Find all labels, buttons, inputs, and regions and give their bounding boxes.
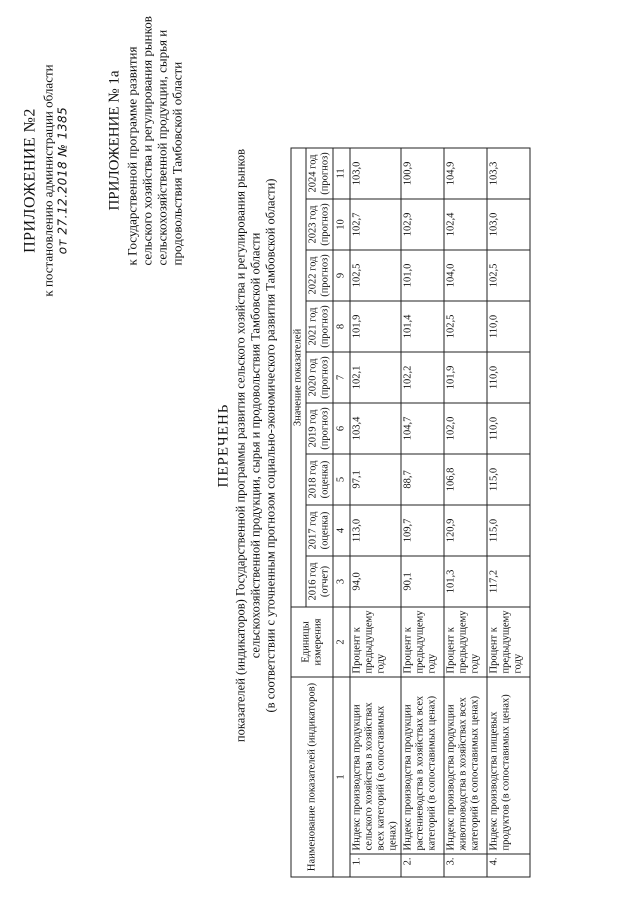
document-heading: ПЕРЕЧЕНЬ <box>215 403 231 487</box>
document-title-block <box>213 45 278 845</box>
column-index: 8 <box>333 300 350 351</box>
value-cell: 103,4 <box>350 402 401 453</box>
row-number: 1. <box>350 854 401 877</box>
value-cell: 115,0 <box>487 504 530 555</box>
table-row <box>487 147 530 876</box>
appendix-1a-block <box>105 15 184 265</box>
table-row <box>350 147 401 876</box>
appendix-1a-line: сельского хозяйства и регулирования рынков <box>139 15 154 265</box>
value-cell: 101,3 <box>444 555 487 606</box>
indicator-unit: Процент к предыдущему году <box>444 606 487 676</box>
indicators-table <box>290 147 530 877</box>
appendix-2-line: к постановлению администрации области <box>40 63 55 297</box>
appendix-1a-title: ПРИЛОЖЕНИЕ № 1а <box>106 69 122 211</box>
value-cell: 110,0 <box>487 300 530 351</box>
header-year: 2024 год (прогноз) <box>306 147 333 198</box>
header-indicator-name: Наименование показателей (индикаторов) <box>291 677 333 877</box>
appendix-2-block <box>20 55 70 305</box>
column-index: 3 <box>333 555 350 606</box>
column-index: 7 <box>333 351 350 402</box>
column-index: 1 <box>333 677 350 877</box>
column-index: 10 <box>333 198 350 249</box>
appendix-1a-line: сельскохозяйственной продукции, сырья и <box>154 29 169 265</box>
value-cell: 101,4 <box>401 300 444 351</box>
table-row <box>401 147 444 876</box>
appendix-1a-line: к Государственной программе развития <box>124 46 139 265</box>
value-cell: 102,4 <box>444 198 487 249</box>
value-cell: 101,9 <box>350 300 401 351</box>
value-cell: 100,9 <box>401 147 444 198</box>
value-cell: 102,5 <box>350 249 401 300</box>
value-cell: 113,0 <box>350 504 401 555</box>
column-index: 5 <box>333 453 350 504</box>
value-cell: 102,1 <box>350 351 401 402</box>
document-title-line: (в соответствии с уточненным прогнозом социально-экономического развития Тамбовской области) <box>263 178 277 712</box>
value-cell: 117,2 <box>487 555 530 606</box>
indicator-unit: Процент к предыдущему году <box>401 606 444 676</box>
column-index: 9 <box>333 249 350 300</box>
indicator-name: Индекс производства продукции животноводства в хозяйствах всех категорий (в сопоставимых ценах) <box>444 677 487 854</box>
value-cell: 102,2 <box>401 351 444 402</box>
value-cell: 94,0 <box>350 555 401 606</box>
column-index: 2 <box>333 606 350 676</box>
value-cell: 104,7 <box>401 402 444 453</box>
appendix-1a-line: продовольствия Тамбовской области <box>169 61 184 265</box>
value-cell: 90,1 <box>401 555 444 606</box>
value-cell: 101,0 <box>401 249 444 300</box>
value-cell: 101,9 <box>444 351 487 402</box>
table-header-row <box>291 147 306 876</box>
header-unit: Единицы измерения <box>291 606 333 676</box>
value-cell: 97,1 <box>350 453 401 504</box>
header-year: 2016 год (отчет) <box>306 555 333 606</box>
value-cell: 103,3 <box>487 147 530 198</box>
value-cell: 104,9 <box>444 147 487 198</box>
indicator-name: Индекс производства продукции сельского хозяйства в хозяйствах всех категорий (в сопоставимых ценах) <box>350 677 401 854</box>
value-cell: 115,0 <box>487 453 530 504</box>
indicator-unit: Процент к предыдущему году <box>487 606 530 676</box>
indicator-name: Индекс производства продукции растениеводства в хозяйствах всех категорий (в сопоставимых ценах) <box>401 677 444 854</box>
value-cell: 103,0 <box>350 147 401 198</box>
value-cell: 102,5 <box>487 249 530 300</box>
value-cell: 110,0 <box>487 402 530 453</box>
header-year: 2019 год (прогноз) <box>306 402 333 453</box>
value-cell: 110,0 <box>487 351 530 402</box>
column-index: 4 <box>333 504 350 555</box>
value-cell: 106,8 <box>444 453 487 504</box>
value-cell: 103,0 <box>487 198 530 249</box>
value-cell: 102,7 <box>350 198 401 249</box>
header-year: 2021 год (прогноз) <box>306 300 333 351</box>
row-number: 4. <box>487 854 530 877</box>
header-values-group: Значение показателей <box>291 147 306 606</box>
document-title-line: показателей (индикаторов) Государственной программы развития сельского хозяйства и регулирования рынков <box>233 148 247 742</box>
header-year: 2018 год (оценка) <box>306 453 333 504</box>
value-cell: 104,0 <box>444 249 487 300</box>
document-title-line: сельскохозяйственной продукции, сырья и продовольствия Тамбовской области <box>248 232 262 658</box>
value-cell: 109,7 <box>401 504 444 555</box>
value-cell: 102,0 <box>444 402 487 453</box>
indicator-unit: Процент к предыдущему году <box>350 606 401 676</box>
row-number: 3. <box>444 854 487 877</box>
value-cell: 88,7 <box>401 453 444 504</box>
header-year: 2022 год (прогноз) <box>306 249 333 300</box>
row-number: 2. <box>401 854 444 877</box>
header-year: 2020 год (прогноз) <box>306 351 333 402</box>
value-cell: 102,9 <box>401 198 444 249</box>
indicator-name: Индекс производства пищевых продуктов (в сопоставимых ценах) <box>487 677 530 854</box>
column-index: 11 <box>333 147 350 198</box>
value-cell: 120,9 <box>444 504 487 555</box>
table-row <box>444 147 487 876</box>
appendix-2-title: ПРИЛОЖЕНИЕ №2 <box>21 107 38 253</box>
header-year: 2017 год (оценка) <box>306 504 333 555</box>
column-index: 6 <box>333 402 350 453</box>
column-index-row <box>333 147 350 876</box>
handwritten-date-number: от 27.12.2018 № 1385 <box>55 106 69 254</box>
value-cell: 102,5 <box>444 300 487 351</box>
header-year: 2023 год (прогноз) <box>306 198 333 249</box>
